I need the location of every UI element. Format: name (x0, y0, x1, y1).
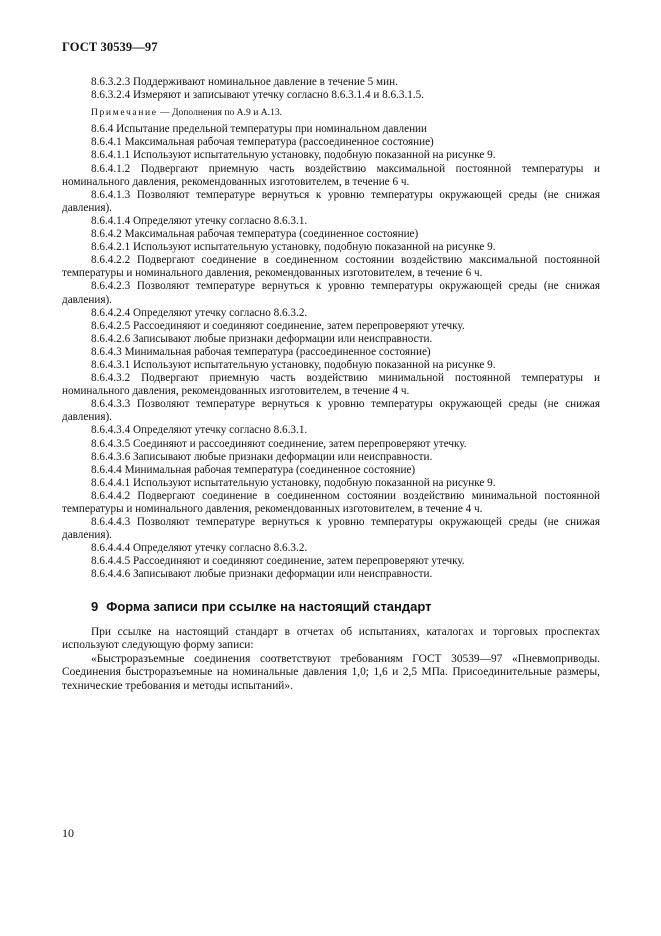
clause-line: 8.6.4.3.2 Подвергают приемную часть воздействию минимальной постоянной температуры и номинального давления, рекомендованных изготовителем, в течение 4 ч. (62, 372, 600, 398)
clause-line: 8.6.4.4.2 Подвергают соединение в соединенном состоянии воздействию минимальной постоянной температуры и номинального давления, рекомендованных изготовителем, в течение 4 ч. (62, 489, 600, 515)
clause-line: 8.6.4.2.1 Используют испытательную установку, подобную показанной на рисунке 9. (91, 241, 496, 254)
clause-line: 8.6.4.4.1 Используют испытательную установку, подобную показанной на рисунке 9. (91, 476, 496, 489)
clause-list-8-6-3 (62, 76, 600, 102)
clause-line: 8.6.4.1.2 Подвергают приемную часть воздействию максимальной постоянной температуры и номинального давления, рекомендованных изготовителем, в течение 6 ч. (62, 162, 600, 188)
clause-line: 8.6.4.3.4 Определяют утечку согласно 8.6.3.1. (91, 424, 308, 437)
document-body (62, 76, 600, 582)
section-9-body (62, 626, 600, 693)
clause-line: 8.6.4.3.3 Позволяют температуре вернуться к уровню температуры окружающей среды (не снижая давления). (62, 398, 600, 424)
clause-line: 8.6.4.2 Максимальная рабочая температура (соединенное состояние) (91, 228, 419, 241)
clause-line: 8.6.4.4.3 Позволяют температуре вернуться к уровню температуры окружающей среды (не снижая давления). (62, 516, 600, 542)
clause-line: 8.6.4.4 Минимальная рабочая температура (соединенное состояние) (91, 463, 416, 476)
clause-line: 8.6.4.2.3 Позволяют температуре вернуться к уровню температуры окружающей среды (не снижая давления). (62, 280, 600, 306)
clause-line: 8.6.3.2.3 Поддерживают номинальное давление в течение 5 мин. (91, 76, 398, 88)
clause-line: 8.6.4.3.6 Записывают любые признаки деформации или неисправности. (91, 450, 433, 463)
clause-line: 8.6.4.2.4 Определяют утечку согласно 8.6.3.2. (91, 306, 308, 319)
clause-line: 8.6.4.4.6 Записывают любые признаки деформации или неисправности. (91, 568, 433, 581)
section-9-paragraph: «Быстроразъемные соединения соответствуют требованиям ГОСТ 30539—97 «Пневмоприводы. Соединения быстроразъемные на номинальные давления 1,0; 1,6 и 2,5 МПа. Присоединительные размеры, технические требования и методы испытаний». (62, 652, 600, 692)
document-header: ГОСТ 30539—97 (62, 40, 158, 54)
clause-line: 8.6.4.2.5 Рассоединяют и соединяют соединение, затем перепроверяют утечку. (91, 319, 465, 332)
page-number: 10 (62, 826, 74, 840)
clause-line: 8.6.3.2.4 Измеряют и записывают утечку согласно 8.6.3.1.4 и 8.6.3.1.5. (91, 89, 425, 102)
section-number: 9 (91, 599, 99, 614)
clause-line: 8.6.4.3.5 Соединяют и рассоединяют соединение, затем перепроверяют утечку. (91, 437, 467, 450)
clause-line: 8.6.4.1.1 Используют испытательную установку, подобную показанной на рисунке 9. (91, 149, 496, 162)
clause-line: 8.6.4.3.1 Используют испытательную установку, подобную показанной на рисунке 9. (91, 358, 496, 371)
clause-list-8-6-4 (62, 123, 600, 581)
note-label: Примечание (91, 107, 158, 119)
note-text: — Дополнения по А.9 и А.13. (157, 107, 283, 119)
clause-line: 8.6.4.4.5 Рассоединяют и соединяют соединение, затем перепроверяют утечку. (91, 555, 465, 568)
clause-line: 8.6.4.2.2 Подвергают соединение в соединенном состоянии воздействию максимальной постоянной температуры и номинального давления, рекомендованных изготовителем, в течение 6 ч. (62, 254, 600, 280)
clause-line: 8.6.4.1.3 Позволяют температуре вернуться к уровню температуры окружающей среды (не снижая давления). (62, 188, 600, 214)
clause-line: 8.6.4.3 Минимальная рабочая температура (рассоединенное состояние) (91, 345, 431, 358)
clause-line: 8.6.4 Испытание предельной температуры при номинальном давлении (91, 123, 428, 136)
clause-line: 8.6.4.1.4 Определяют утечку согласно 8.6.3.1. (91, 214, 308, 227)
section-9-paragraph: При ссылке на настоящий стандарт в отчетах об испытаниях, каталогах и торговых проспектах используют следующую форму записи: (62, 626, 600, 652)
clause-line: 8.6.4.1 Максимальная рабочая температура (рассоединенное состояние) (91, 136, 434, 149)
clause-line: 8.6.4.4.4 Определяют утечку согласно 8.6.3.2. (91, 542, 308, 555)
clause-line: 8.6.4.2.6 Записывают любые признаки деформации или неисправности. (91, 332, 433, 345)
section-title: Форма записи при ссылке на настоящий стандарт (106, 599, 432, 614)
note (62, 106, 600, 119)
section-9-heading (91, 599, 432, 614)
